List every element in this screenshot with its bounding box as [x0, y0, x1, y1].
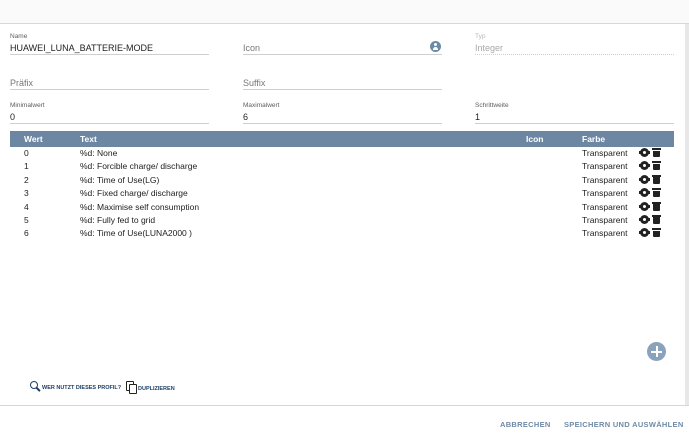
table-row[interactable]: [10, 174, 674, 187]
gear-icon[interactable]: [640, 228, 649, 237]
schrittweite-field[interactable]: [475, 101, 674, 124]
cell-text: %d: Fixed charge/ discharge: [80, 188, 188, 199]
header-icon[interactable]: Icon: [526, 134, 544, 144]
name-input[interactable]: HUAWEI_LUNA_BATTERIE-MODE: [10, 41, 209, 55]
cell-wert: 5: [24, 214, 29, 225]
name-label: Name: [10, 33, 28, 40]
trash-icon[interactable]: [653, 228, 660, 237]
dialog-footer: [0, 405, 689, 445]
table-row[interactable]: [10, 187, 674, 200]
suffix-input[interactable]: Suffix: [243, 76, 442, 90]
icon-input[interactable]: Icon: [243, 41, 442, 55]
praefix-input[interactable]: Präfix: [10, 76, 209, 90]
cell-wert: 6: [24, 228, 29, 239]
scrollbar-track[interactable]: [685, 24, 689, 405]
cell-text: %d: Forcible charge/ discharge: [80, 161, 198, 172]
maximalwert-field[interactable]: [243, 101, 442, 124]
gear-icon[interactable]: [640, 148, 649, 157]
wer-nutzt-label: WER NUTZT DIESES PROFIL?: [42, 385, 122, 391]
table-row[interactable]: [10, 147, 674, 160]
trash-icon[interactable]: [653, 188, 660, 197]
praefix-field[interactable]: [10, 76, 209, 90]
speichern-button[interactable]: SPEICHERN UND AUSWÄHLEN: [564, 420, 684, 429]
trash-icon[interactable]: [653, 215, 660, 224]
table-row[interactable]: [10, 227, 674, 240]
schrittweite-label: Schrittweite: [475, 102, 509, 109]
typ-label: Typ: [475, 33, 486, 40]
header-farbe[interactable]: Farbe: [582, 134, 606, 144]
cell-text: %d: None: [80, 148, 118, 158]
typ-field: [475, 32, 674, 55]
cell-wert: 3: [24, 188, 29, 199]
dialog-top-bar: [0, 0, 689, 24]
cell-text: %d: Time of Use(LUNA2000 ): [80, 228, 192, 239]
cell-farbe: Transparent: [582, 201, 628, 212]
cell-farbe: Transparent: [582, 148, 628, 158]
add-state-button[interactable]: [647, 342, 666, 361]
duplicate-icon: [126, 381, 136, 392]
abbrechen-button[interactable]: ABBRECHEN: [500, 420, 551, 429]
cell-farbe: Transparent: [582, 188, 628, 199]
gear-icon[interactable]: [640, 175, 649, 184]
table-header: [10, 131, 674, 147]
cell-wert: 2: [24, 174, 29, 185]
cell-wert: 1: [24, 161, 29, 172]
states-table: [10, 131, 674, 241]
trash-icon[interactable]: [653, 175, 660, 184]
table-body: [10, 147, 674, 241]
header-wert[interactable]: Wert: [24, 134, 43, 144]
trash-icon[interactable]: [653, 161, 660, 170]
gear-icon[interactable]: [640, 161, 649, 170]
table-row[interactable]: [10, 160, 674, 173]
gear-icon[interactable]: [640, 202, 649, 211]
wer-nutzt-link[interactable]: [30, 381, 121, 391]
minimalwert-label: Minimalwert: [10, 102, 45, 109]
icon-field[interactable]: [243, 41, 442, 55]
gear-icon[interactable]: [640, 215, 649, 224]
maximalwert-input[interactable]: 6: [243, 110, 442, 124]
cell-text: %d: Fully fed to grid: [80, 214, 156, 225]
duplizieren-label: DUPLIZIEREN: [138, 386, 175, 392]
cell-farbe: Transparent: [582, 214, 628, 225]
minimalwert-input[interactable]: 0: [10, 110, 209, 124]
cell-wert: 0: [24, 148, 29, 158]
name-field[interactable]: [10, 32, 209, 55]
minimalwert-field[interactable]: [10, 101, 209, 124]
cell-text: %d: Maximise self consumption: [80, 201, 200, 212]
table-row[interactable]: [10, 201, 674, 214]
cell-text: %d: Time of Use(LG): [80, 174, 160, 185]
cell-wert: 4: [24, 201, 29, 212]
cell-farbe: Transparent: [582, 228, 628, 239]
cell-farbe: Transparent: [582, 174, 628, 185]
suffix-field[interactable]: [243, 76, 442, 90]
typ-value: Integer: [475, 41, 674, 55]
search-icon: [30, 381, 40, 391]
trash-icon[interactable]: [653, 202, 660, 211]
trash-icon[interactable]: [653, 148, 660, 157]
account-circle-icon[interactable]: [430, 41, 441, 52]
maximalwert-label: Maximalwert: [243, 102, 280, 109]
cell-farbe: Transparent: [582, 161, 628, 172]
header-text[interactable]: Text: [80, 134, 97, 144]
gear-icon[interactable]: [640, 188, 649, 197]
schrittweite-input[interactable]: 1: [475, 110, 674, 124]
table-row[interactable]: [10, 214, 674, 227]
duplizieren-link[interactable]: [126, 381, 175, 392]
